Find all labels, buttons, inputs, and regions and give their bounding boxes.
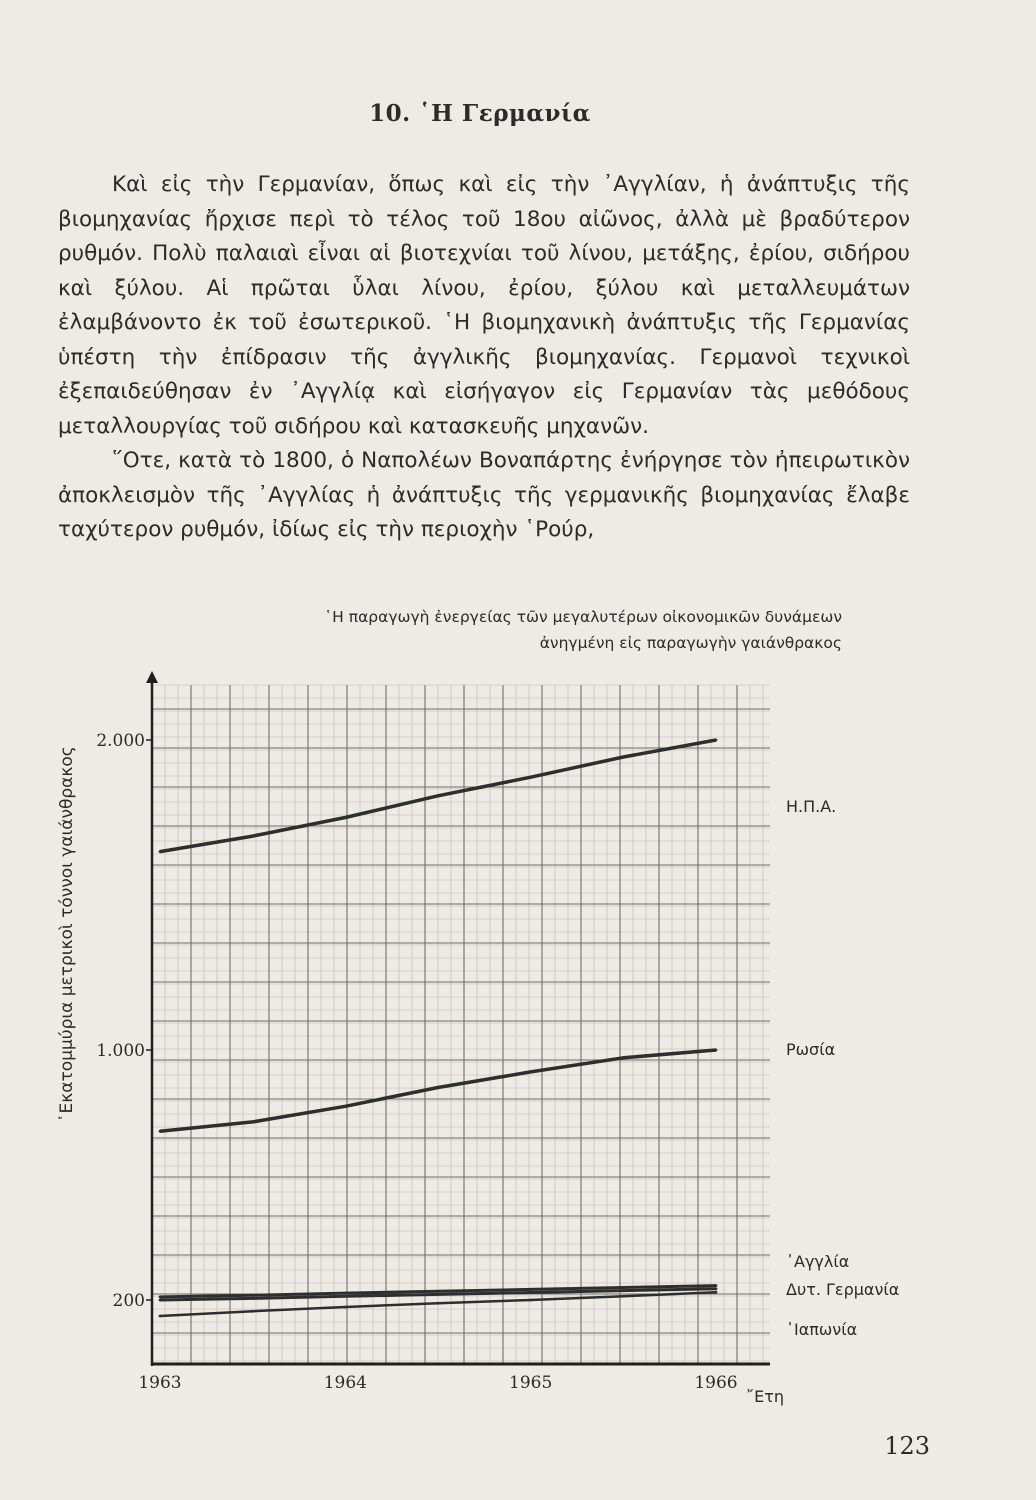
data-point: [344, 816, 347, 819]
data-point: [344, 1295, 347, 1298]
data-point: [529, 1288, 532, 1291]
data-point: [529, 1070, 532, 1073]
data-point: [529, 1291, 532, 1294]
series-label: ᾿Ιαπωνία: [786, 1320, 858, 1339]
data-point: [159, 850, 162, 853]
page-number: 123: [884, 1432, 930, 1460]
data-point: [251, 1297, 254, 1300]
data-point: [251, 1120, 254, 1123]
section-heading: 10. ῾Η Γερμανία: [369, 100, 591, 127]
y-axis-label: ῾Εκατομμύρια μετρικοὶ τόννοι γαιάνθρακος: [57, 746, 77, 1122]
data-point: [159, 1315, 162, 1318]
data-point: [344, 1306, 347, 1309]
data-point: [437, 1302, 440, 1305]
series-label: Δυτ. Γερμανία: [786, 1280, 900, 1299]
data-point: [437, 794, 440, 797]
data-point: [715, 739, 718, 742]
data-point: [159, 1295, 162, 1298]
chart-title-line-1: ῾Η παραγωγὴ ἐνεργείας τῶν μεγαλυτέρων οἰκονομικῶν δυνάμεων: [324, 608, 842, 626]
x-tick-label: 1964: [323, 1373, 367, 1393]
data-point: [622, 1295, 625, 1298]
data-point: [529, 1299, 532, 1302]
data-point: [715, 1291, 718, 1294]
data-point: [159, 1130, 162, 1133]
data-point: [437, 1290, 440, 1293]
data-point: [622, 756, 625, 759]
data-point: [251, 1310, 254, 1313]
data-point: [344, 1105, 347, 1108]
y-tick-label: 1.000: [96, 1041, 145, 1061]
data-point: [159, 1299, 162, 1302]
x-tick-label: 1963: [138, 1373, 182, 1393]
paragraph-2: ῞Οτε, κατὰ τὸ 1800, ὁ Ναπολέων Βοναπάρτης ἐνήργησε τὸν ἠπειρωτικὸν ἀποκλεισμὸν τῆς ᾿Αγγλίας ἡ ἀνάπτυξις τῆς γερμανικῆς βιομηχανίας ἔλαβε ταχύτερον ρυθμόν, ἰδίως εἰς τὴν περιοχὴν ῾Ρούρ,: [58, 448, 910, 542]
data-point: [622, 1289, 625, 1292]
data-point: [529, 776, 532, 779]
y-tick-label: 200: [112, 1291, 145, 1311]
series-label: Η.Π.Α.: [786, 797, 837, 816]
data-point: [344, 1292, 347, 1295]
data-point: [251, 1294, 254, 1297]
series-label: Ρωσία: [786, 1040, 836, 1059]
data-point: [715, 1284, 718, 1287]
chart-title-line-2: ἀνηγμένη εἰς παραγωγὴν γαιάνθρακος: [539, 634, 842, 652]
data-point: [251, 835, 254, 838]
series-label: ᾿Αγγλία: [786, 1252, 850, 1271]
data-point: [715, 1049, 718, 1052]
paragraph-1: Καὶ εἰς τὴν Γερμανίαν, ὅπως καὶ εἰς τὴν ᾿Αγγλίαν, ἡ ἀνάπτυξις τῆς βιομηχανίας ἤρχισε περὶ τὸ τέλος τοῦ 18ου αἰῶνος, ἀλλὰ μὲ βραδύτερον ρυθμόν. Πολὺ παλαιαὶ εἶναι αἱ βιοτεχνίαι τοῦ λίνου, μετάξης, ἐρίου, σιδήρου καὶ ξύλου. Αἱ πρῶται ὗλαι λίνου, ἐρίου, ξύλου καὶ μεταλλευμάτων ἐλαμβάνοντο ἐκ τοῦ ἐσωτερικοῦ. ῾Η βιομηχανικὴ ἀνάπτυξις τῆς Γερμανίας ὑπέστη τὴν ἐπίδρασιν τῆς ἀγγλικῆς βιομηχανίας. Γερμανοὶ τεχνικοὶ ἐξεπαιδεύθησαν ἐν ᾿Αγγλίᾳ καὶ εἰσήγαγον εἰς Γερμανίαν τὰς μεθόδους μεταλλουργίας τοῦ σιδήρου καὶ κατασκευῆς μηχανῶν.: [58, 172, 910, 439]
y-axis-arrow: [146, 671, 158, 683]
x-axis-label: ῎Ετη: [746, 1387, 784, 1406]
data-point: [622, 1286, 625, 1289]
data-point: [622, 1056, 625, 1059]
data-point: [437, 1086, 440, 1089]
data-point: [437, 1293, 440, 1296]
x-tick-label: 1965: [509, 1373, 553, 1393]
data-point: [715, 1287, 718, 1290]
x-tick-label: 1966: [694, 1373, 738, 1393]
y-tick-label: 2.000: [96, 731, 145, 751]
